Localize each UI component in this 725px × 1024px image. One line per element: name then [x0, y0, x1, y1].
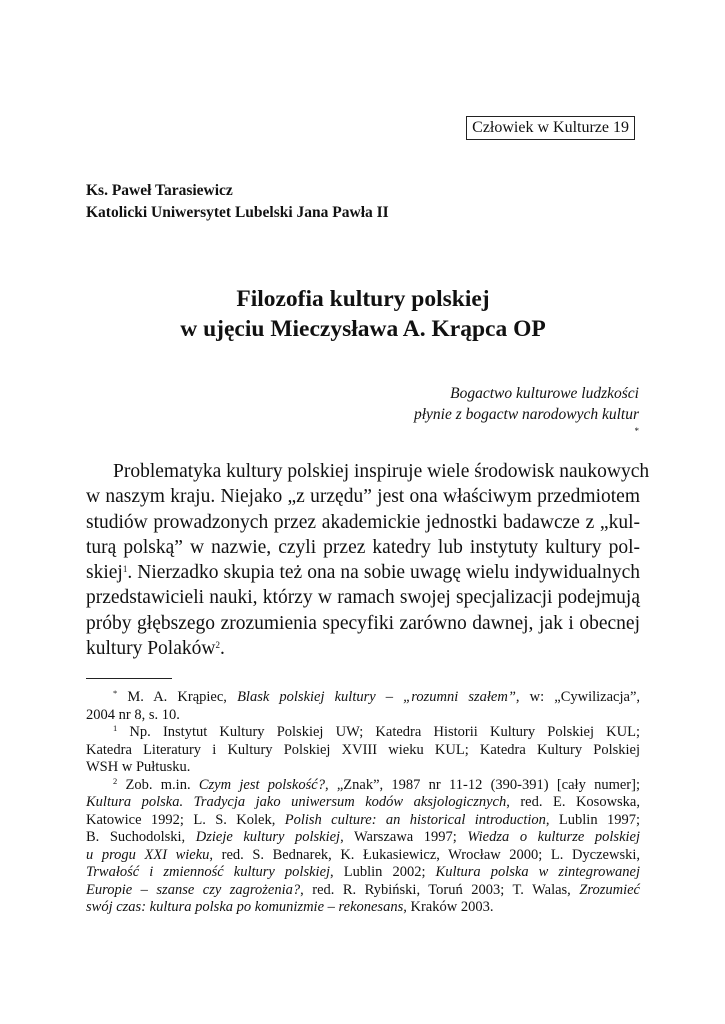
author-name: Ks. Paweł Tarasiewicz	[86, 182, 233, 199]
footnote-title: Kultura polska. Tradycja jako uniwersum kodów aksjologicznych	[86, 794, 507, 810]
footnote-title: Polish culture: an historical introduction	[284, 811, 546, 828]
footnote-text: , w: „Cywilizacja”,	[515, 689, 641, 705]
title-line-1: Filozofia kultury polskiej	[236, 286, 490, 312]
footnote-title: Wiedza o kulturze polskiej	[467, 829, 641, 845]
footnote-title: Blask polskiej kultury – „rozumni szałem”	[237, 689, 516, 705]
footnote-line	[86, 882, 640, 900]
footnote-line	[86, 847, 640, 865]
footnote-title: u progu XXI wieku	[86, 846, 210, 863]
footnote-separator	[86, 678, 172, 679]
footnote-line	[86, 777, 640, 795]
footnote-text: Np. Instytut Kultury Polskiej UW; Katedra Historii Kultury Polskiej KUL;	[117, 724, 640, 740]
body-text: skiej	[86, 562, 123, 584]
footnote-title: swój czas: kultura polska po komunizmie – rekonesans	[86, 899, 404, 915]
epigraph-footnote-mark: *	[634, 426, 639, 436]
footnote-line	[86, 864, 640, 882]
footnote-line	[86, 812, 640, 830]
footnote-text: B. Suchodolski,	[86, 829, 196, 845]
footnotes	[86, 689, 640, 917]
footnote-mark: 2	[113, 775, 118, 786]
footnote-text: , Kraków 2003.	[403, 899, 494, 915]
footnote-text: Katowice 1992; L. S. Kolek,	[86, 811, 285, 828]
body-line: Problematyka kultury polskiej inspiruje wiele środowisk naukowych	[113, 461, 650, 482]
footnote-title: Czym jest polskość?	[198, 776, 325, 793]
body-text: kultury Polaków	[86, 638, 216, 660]
footnote-title: Dzieje kultury polskiej	[195, 829, 341, 845]
footnote-text: M. A. Krąpiec,	[117, 689, 238, 705]
body-line: przedstawicieli nauki, którzy w ramach swojej specjalizacji podejmują	[86, 587, 640, 609]
body-text: .	[219, 638, 225, 660]
footnote-line: WSH w Pułtusku.	[86, 759, 191, 775]
epigraph-line-2	[414, 404, 639, 446]
body-text: . Nierzadko skupia też ona na sobie uwagę wielu indywidualnych	[127, 562, 640, 584]
footnote-text: , Warszawa 1997;	[340, 829, 468, 845]
footnote-line	[86, 899, 640, 917]
footnote-text: , Lublin 2002;	[330, 864, 436, 880]
epigraph	[414, 383, 639, 446]
body-line	[86, 636, 640, 661]
footnote-line	[86, 689, 640, 707]
journal-title: Człowiek w Kulturze 19	[472, 119, 629, 136]
body-line: w naszym kraju. Niejako „z urzędu” jest ona właściwym przedmiotem	[86, 486, 640, 508]
footnote-title: Trwałość i zmienność kultury polskiej	[86, 864, 331, 880]
body-paragraph	[86, 459, 650, 661]
author-affiliation: Katolicki Uniwersytet Lubelski Jana Pawła II	[86, 204, 389, 221]
body-line: turą polską” w nazwie, czyli przez katedry lub instytuty kultury pol-	[86, 536, 640, 558]
footnote-title: Europie – szanse czy zagrożenia?	[86, 881, 301, 898]
body-line: studiów prowadzonych przez akademickie jednostki badawcze z „kul-	[86, 511, 640, 533]
footnote-text: , red. R. Rybiński, Toruń 2003; T. Walas,	[300, 881, 580, 898]
footnote-text: , red. S. Bednarek, K. Łukasiewicz, Wrocław 2000; L. Dyczewski,	[209, 846, 640, 863]
author-block	[86, 180, 389, 224]
footnote-text: , „Znak”, 1987 nr 11-12 (390-391) [cały numer];	[324, 776, 640, 793]
footnote-mark: 1	[113, 723, 118, 733]
footnote-line	[86, 794, 640, 812]
footnote-title: Kultura polska w zintegrowanej	[435, 864, 640, 880]
footnote-line: 2004 nr 8, s. 10.	[86, 706, 180, 723]
footnote-mark: *	[113, 688, 118, 698]
footnote-line	[86, 829, 640, 847]
footnote-line	[86, 724, 640, 742]
epigraph-line-1: Bogactwo kulturowe ludzkości	[450, 385, 639, 402]
footnote-text: , Lublin 1997;	[545, 811, 640, 828]
article-title	[86, 284, 640, 344]
epigraph-line-2-text: płynie z bogactw narodowych kultur	[413, 406, 639, 423]
title-line-2: w ujęciu Mieczysława A. Krąpca OP	[180, 316, 546, 342]
body-line	[86, 560, 640, 585]
journal-header-box	[466, 116, 635, 140]
footnote-text: , red. E. Kosowska,	[506, 794, 640, 810]
footnote-text: Zob. m.in.	[117, 776, 199, 793]
footnote-ref-2: 2	[215, 640, 220, 651]
footnote-line: Katedra Literatury i Kultury Polskiej XVIII wieku KUL; Katedra Kultury Polskiej	[86, 741, 640, 758]
body-line: próby głębszego zrozumienia specyfiki zarówno dawnej, jak i obecnej	[86, 612, 640, 634]
footnote-title: Zrozumieć	[579, 881, 640, 898]
footnote-ref-1: 1	[122, 564, 128, 575]
